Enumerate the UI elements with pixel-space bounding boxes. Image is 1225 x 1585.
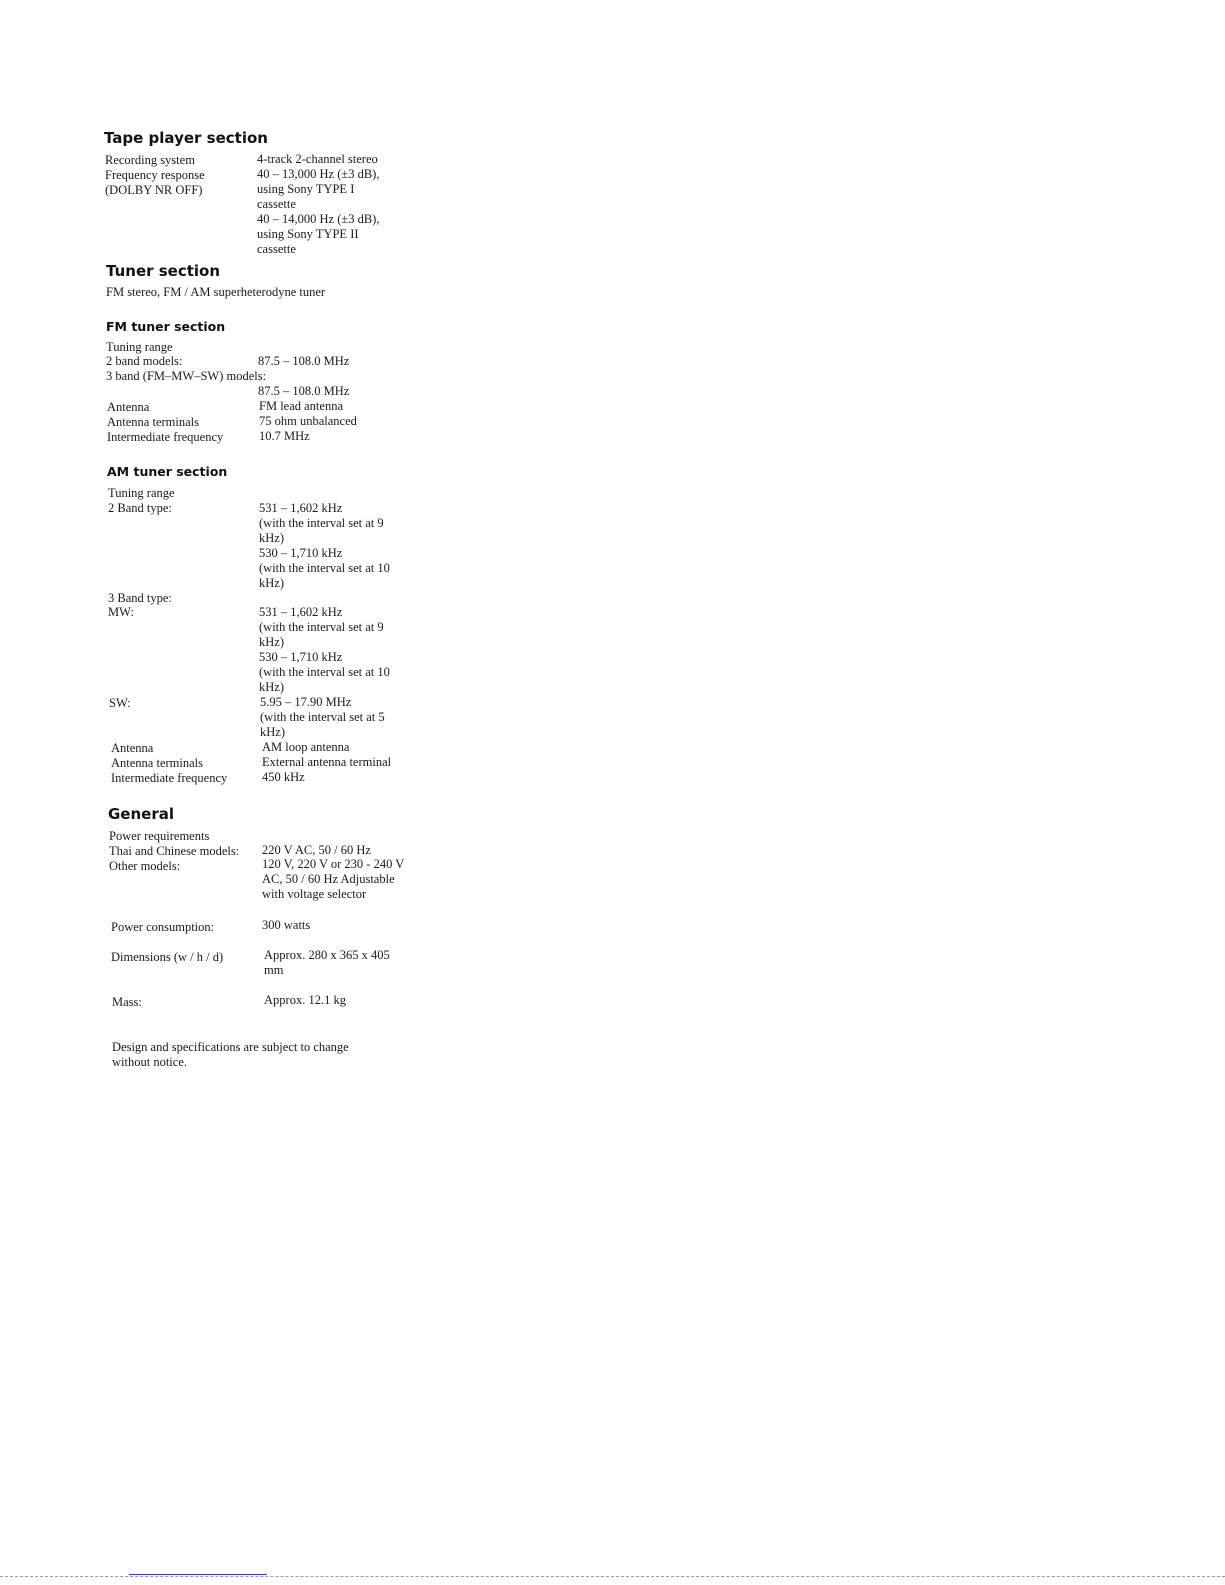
dimensions-value-1: Approx. 280 x 365 x 405 <box>264 948 390 962</box>
fm-3band-value: 87.5 – 108.0 MHz <box>258 384 350 398</box>
other-models-label: Other models: <box>109 859 181 873</box>
am-tuning-range-label: Tuning range <box>108 486 175 500</box>
am-mw-value-3: kHz) <box>259 635 284 649</box>
am-2band-value-2: (with the interval set at 9 <box>259 516 384 530</box>
dolby-label: (DOLBY NR OFF) <box>105 183 203 197</box>
am-sw-value-3: kHz) <box>260 725 285 739</box>
fm-2band-value: 87.5 – 108.0 MHz <box>258 354 350 368</box>
fm-antenna-label: Antenna <box>107 400 150 414</box>
freq-value-5: using Sony TYPE II <box>257 227 359 241</box>
am-2band-label: 2 Band type: <box>108 501 172 515</box>
am-sw-label: SW: <box>109 696 131 710</box>
am-mw-value-5: (with the interval set at 10 <box>259 665 390 679</box>
am-terminals-value: External antenna terminal <box>262 755 392 769</box>
other-models-value-1: 120 V, 220 V or 230 - 240 V <box>262 857 405 871</box>
am-antenna-label: Antenna <box>111 741 154 755</box>
am-mw-value-2: (with the interval set at 9 <box>259 620 384 634</box>
power-requirements-label: Power requirements <box>109 829 210 843</box>
tuner-description: FM stereo, FM / AM superheterodyne tuner <box>106 285 326 299</box>
freq-value-2: using Sony TYPE I <box>257 182 355 196</box>
recording-system-value: 4-track 2-channel stereo <box>257 152 378 166</box>
am-sw-value-1: 5.95 – 17.90 MHz <box>260 695 352 709</box>
page-bottom-link-underline[interactable] <box>129 1574 267 1575</box>
frequency-response-label: Frequency response <box>105 168 205 182</box>
fm-section-heading: FM tuner section <box>106 319 226 334</box>
am-terminals-label: Antenna terminals <box>111 756 203 770</box>
am-section-heading: AM tuner section <box>107 464 228 479</box>
am-sw-value-2: (with the interval set at 5 <box>260 710 385 724</box>
am-2band-value-3: kHz) <box>259 531 284 545</box>
power-consumption-value: 300 watts <box>262 918 311 932</box>
recording-system-label: Recording system <box>105 153 195 167</box>
fm-3band-label: 3 band (FM–MW–SW) models: <box>106 369 267 383</box>
fm-if-label: Intermediate frequency <box>107 430 224 444</box>
freq-value-6: cassette <box>257 242 296 256</box>
notice-line-2: without notice. <box>112 1055 187 1069</box>
freq-value-1: 40 – 13,000 Hz (±3 dB), <box>257 167 380 181</box>
mass-value: Approx. 12.1 kg <box>264 993 346 1007</box>
dimensions-value-2: mm <box>264 963 284 977</box>
am-2band-value-6: kHz) <box>259 576 284 590</box>
fm-tuning-range-label: Tuning range <box>106 340 173 354</box>
mass-label: Mass: <box>112 995 142 1009</box>
am-2band-value-4: 530 – 1,710 kHz <box>259 546 343 560</box>
am-mw-label: MW: <box>108 605 134 619</box>
fm-terminals-label: Antenna terminals <box>107 415 199 429</box>
am-mw-value-1: 531 – 1,602 kHz <box>259 605 343 619</box>
fm-antenna-value: FM lead antenna <box>259 399 344 413</box>
thai-chinese-label: Thai and Chinese models: <box>109 844 240 858</box>
am-mw-value-4: 530 – 1,710 kHz <box>259 650 343 664</box>
freq-value-3: cassette <box>257 197 296 211</box>
tuner-section-heading: Tuner section <box>106 262 221 280</box>
am-if-label: Intermediate frequency <box>111 771 228 785</box>
dimensions-label: Dimensions (w / h / d) <box>111 950 224 964</box>
am-antenna-value: AM loop antenna <box>262 740 350 754</box>
am-3band-label: 3 Band type: <box>108 591 172 605</box>
am-mw-value-6: kHz) <box>259 680 284 694</box>
power-consumption-label: Power consumption: <box>111 920 215 934</box>
general-section-heading: General <box>108 805 174 823</box>
other-models-value-3: with voltage selector <box>262 887 367 901</box>
tape-section-heading: Tape player section <box>104 129 268 147</box>
other-models-value-2: AC, 50 / 60 Hz Adjustable <box>262 872 395 886</box>
thai-chinese-value: 220 V AC, 50 / 60 Hz <box>262 843 371 857</box>
freq-value-4: 40 – 14,000 Hz (±3 dB), <box>257 212 380 226</box>
am-if-value: 450 kHz <box>262 770 305 784</box>
am-2band-value-1: 531 – 1,602 kHz <box>259 501 343 515</box>
fm-if-value: 10.7 MHz <box>259 429 310 443</box>
am-2band-value-5: (with the interval set at 10 <box>259 561 390 575</box>
notice-line-1: Design and specifications are subject to change <box>112 1040 349 1054</box>
fm-terminals-value: 75 ohm unbalanced <box>259 414 357 428</box>
fm-2band-label: 2 band models: <box>106 354 183 368</box>
page-bottom-rule <box>0 1576 1225 1577</box>
